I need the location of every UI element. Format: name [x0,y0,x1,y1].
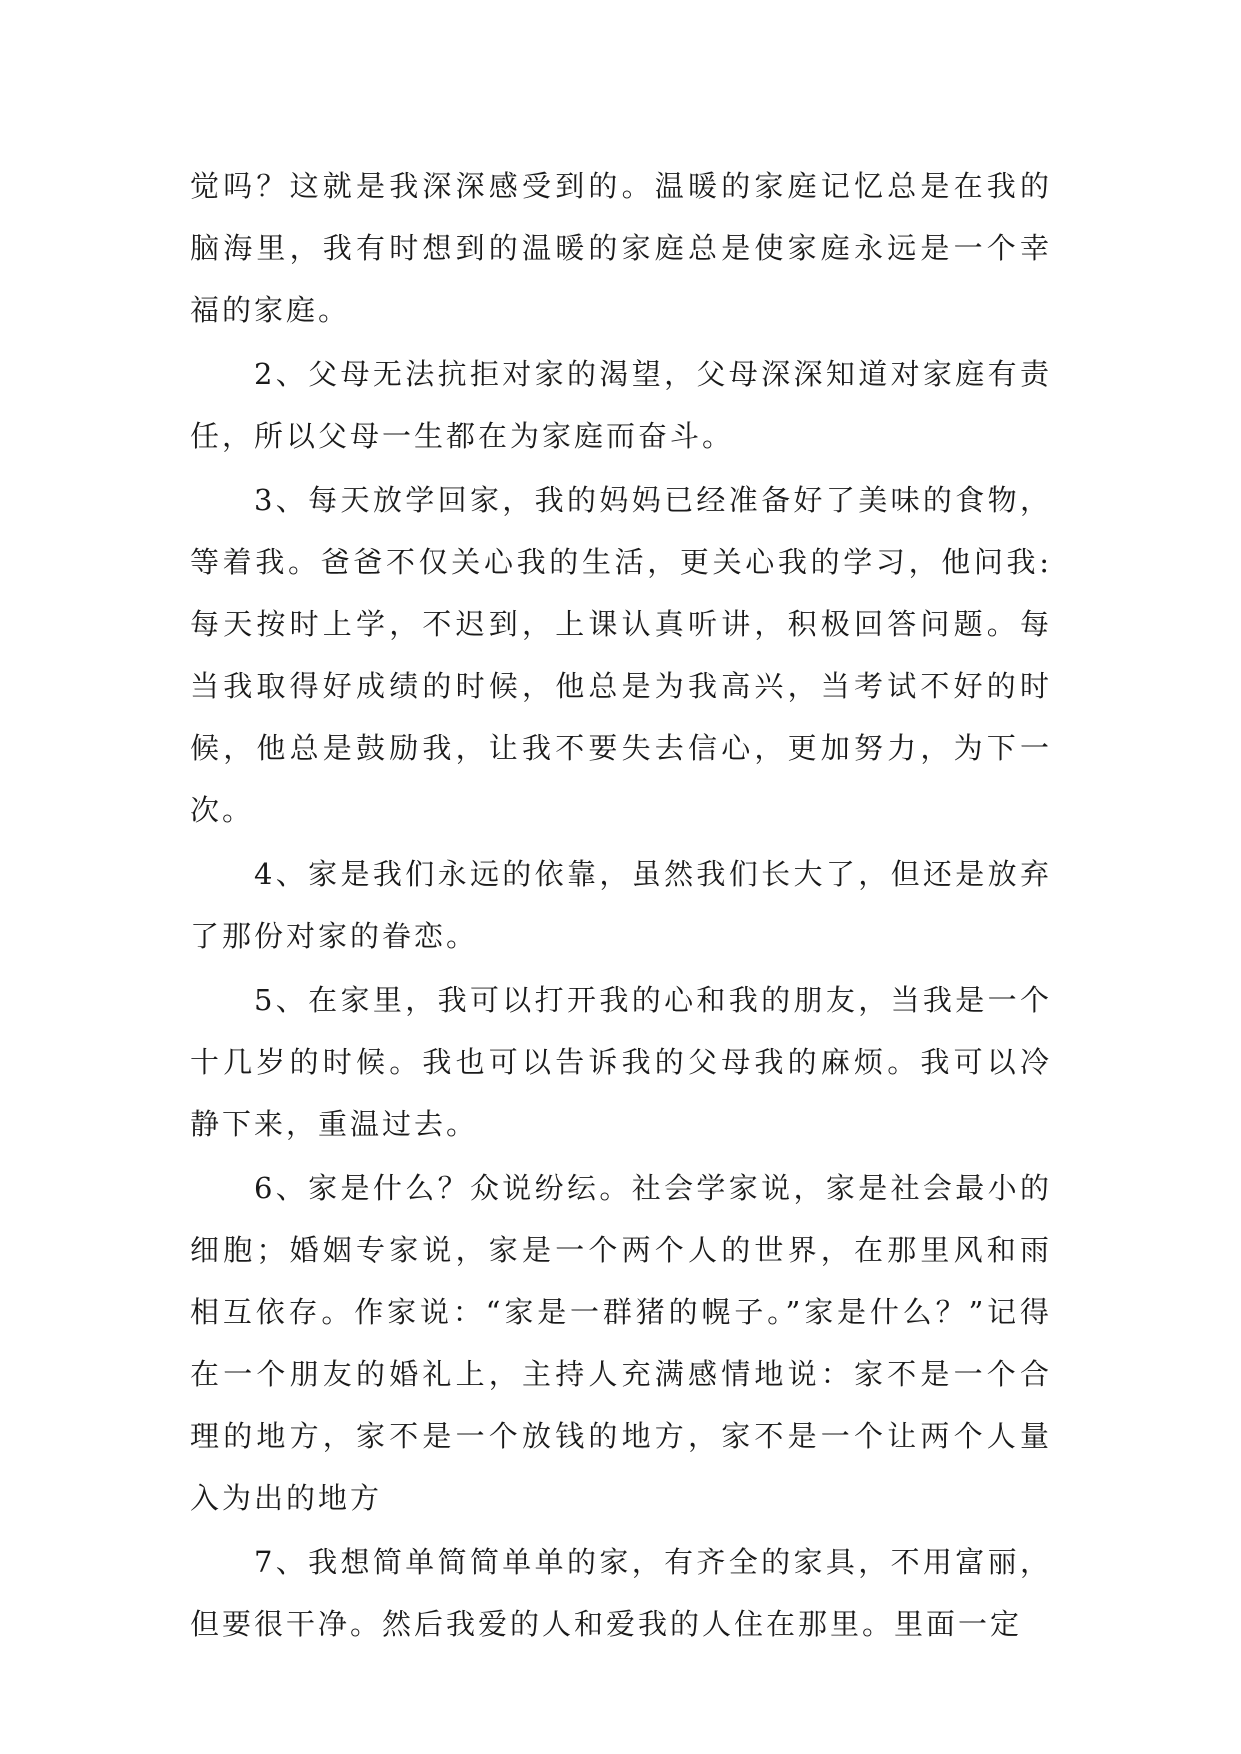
paragraph-continued: 觉吗？这就是我深深感受到的。温暖的家庭记忆总是在我的脑海里，我有时想到的温暖的家庭总是使家庭永远是一个幸福的家庭。 [190,169,1052,327]
paragraph-item-6: 6、家是什么？众说纷纭。社会学家说，家是社会最小的细胞；婚姻专家说，家是一个两个人的世界，在那里风和雨相互依存。作家说：“家是一群猪的幌子。”家是什么？”记得在一个朋友的婚礼上，主持人充满感情地说：家不是一个合理的地方，家不是一个放钱的地方，家不是一个让两个人量入为出的地方 [190,1171,1052,1515]
paragraph-item-4: 4、家是我们永远的依靠，虽然我们长大了，但还是放弃了那份对家的眷恋。 [190,857,1052,953]
paragraph-item-2: 2、父母无法抗拒对家的渴望，父母深深知道对家庭有责任，所以父母一生都在为家庭而奋斗。 [190,357,1052,453]
document-body [190,155,1052,1657]
paragraph-item-3: 3、每天放学回家，我的妈妈已经准备好了美味的食物，等着我。爸爸不仅关心我的生活，更关心我的学习，他问我:每天按时上学，不迟到，上课认真听讲，积极回答问题。每当我取得好成绩的时候，他总是为我高兴，当考试不好的时候，他总是鼓励我，让我不要失去信心，更加努力，为下一次。 [190,483,1052,827]
paragraph-item-7: 7、我想简单简简单单的家，有齐全的家具，不用富丽，但要很干净。然后我爱的人和爱我的人住在那里。里面一定 [190,1545,1052,1641]
paragraph-item-5: 5、在家里，我可以打开我的心和我的朋友，当我是一个十几岁的时候。我也可以告诉我的父母我的麻烦。我可以冷静下来，重温过去。 [190,983,1052,1141]
